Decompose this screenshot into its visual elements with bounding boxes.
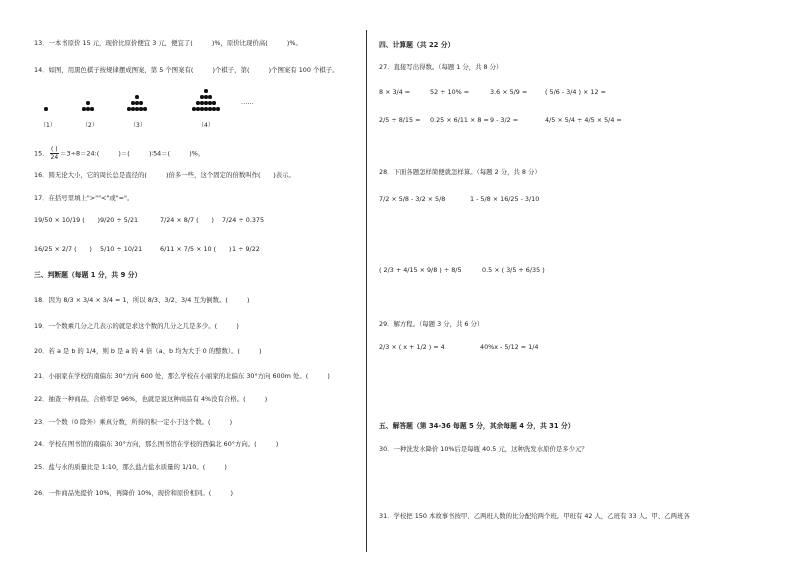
- question-26: 26．一件商品先提价 10%，再降价 10%，现价和原价相同。( ): [34, 489, 233, 497]
- section-3-heading: 三、判断题（每题 1 分，共 9 分）: [34, 271, 142, 279]
- pattern-caption-1: （1）: [40, 122, 56, 129]
- question-30: 30．一种洗发水降价 10%后是每瓶 40.5 元，这种洗发水原价是多少元？: [379, 445, 588, 453]
- dot: [90, 107, 94, 111]
- q27-expr-1: 8 × 3/4 =: [379, 88, 411, 96]
- dot: [44, 107, 48, 111]
- question-23: 23．一个数（0 除外）乘真分数，所得的积一定小于这个数。( ): [34, 418, 233, 426]
- question-24: 24．学校在图书馆的南偏东 30°方向，那么图书馆在学校的西偏北 60°方向。( ): [34, 440, 279, 448]
- question-28: 28．下面各题怎样简便就怎样算。（每题 2 分，共 8 分）: [379, 168, 541, 176]
- pattern-caption-3: （3）: [130, 122, 146, 129]
- dot: [212, 101, 216, 105]
- fraction-numerator: ( ): [51, 146, 58, 153]
- q17-expr-3: 7/24 × 8/7 ( ): [160, 216, 214, 224]
- dot: [208, 95, 212, 99]
- q28-expr-3: ( 2/3 + 4/15 × 9/8 ) ÷ 8/5: [379, 266, 462, 274]
- question-16: 16．圆无论大小，它的周长总是直径的( )倍多一些，这个固定的倍数叫作( )表示。: [34, 171, 295, 179]
- question-22: 22．抽查一种商品，合格率是 96%，也就是说这种商品有 4%没有合格。( ): [34, 395, 268, 403]
- dot: [135, 95, 139, 99]
- fraction-denominator: 24: [50, 154, 59, 161]
- q27-expr-5: 2/5 ÷ 8/15 =: [379, 116, 421, 124]
- column-divider: [366, 30, 367, 552]
- question-15: [34, 146, 204, 161]
- q29-equation-2: 40%x - 5/12 = 1/4: [480, 343, 539, 351]
- q15-prefix: 15．: [34, 149, 49, 158]
- q28-expr-2: 1 - 5/8 × 16/25 - 3/10: [470, 195, 540, 203]
- dot: [86, 101, 90, 105]
- question-29: 29．解方程。（每题 3 分，共 6 分）: [379, 320, 484, 328]
- q27-expr-7: 9 - 3/2 =: [490, 116, 519, 124]
- dot: [216, 107, 220, 111]
- question-20: 20．若 a 是 b 的 1/4，则 b 是 a 的 4 倍（a、b 均为大于 0 的整数）。( ): [34, 347, 262, 355]
- q29-equation-1: 2/3 × ( x + 1/2 ) = 4: [379, 343, 445, 351]
- section-4-heading: 四、计算题（共 22 分）: [379, 41, 455, 49]
- pattern-caption-4: （4）: [198, 122, 214, 129]
- q17-expr-4: 7/24 ÷ 0.375: [222, 216, 265, 224]
- q15-rest: ＝3÷8＝24:( )＝( )∶54＝( )%。: [60, 149, 205, 158]
- q27-expr-3: 3.6 × 5/9 =: [490, 88, 528, 96]
- question-17: 17．在括号里填上">""<"或"="。: [34, 194, 134, 202]
- dot-pattern-figure: [36, 86, 286, 116]
- pattern-caption-2: （2）: [82, 122, 98, 129]
- question-21: 21．小丽家在学校的南偏东 30°方向 600 处，那么学校在小丽家的北偏东 30°方向 600m 处。( ): [34, 372, 330, 380]
- question-27: 27．直接写出得数。（每题 1 分，共 8 分）: [379, 63, 503, 71]
- q27-expr-4: ( 5/6 - 3/4 ) × 12 =: [545, 88, 606, 96]
- question-31: 31．学校把 150 本故事书按甲、乙两班人数的比分配给两个班。甲班有 42 人，乙班有 33 人。甲、乙两班各: [379, 512, 690, 520]
- q17-expr-5: 16/25 × 2/7 ( ): [34, 245, 92, 253]
- question-14: 14．如图，用黑色棋子按规律摆成图案，第 5 个图案有( )个棋子，第( )个图案有 100 个棋子。: [34, 66, 339, 74]
- q17-expr-7: 6/11 × 7/5 × 10 ( ): [160, 245, 232, 253]
- q27-expr-6: 0.25 × 6/11 × 8 =: [430, 116, 489, 124]
- q15-fraction: [50, 146, 60, 161]
- q28-expr-1: 7/2 × 5/8 - 3/2 × 5/8: [379, 195, 446, 203]
- q17-expr-8: 1 ÷ 9/22: [232, 245, 260, 253]
- question-18: 18．因为 8/3 × 3/4 × 3/4 = 1，所以 8/3、3/2、3/4 互为倒数。( ): [34, 296, 250, 304]
- q17-expr-1: 19/50 × 10/19 ( ): [34, 216, 101, 224]
- q27-expr-2: 52 ÷ 10% =: [430, 88, 470, 96]
- question-25: 25．盐与水的质量比是 1:10，那么盐占盐水质量的 1/10。( ): [34, 463, 227, 471]
- pattern-ellipsis: ……: [241, 98, 254, 106]
- q17-expr-6: 5/10 ÷ 10/21: [100, 245, 143, 253]
- section-5-heading: 五、解答题（第 34-36 每题 5 分，其余每题 4 分，共 31 分）: [379, 422, 575, 430]
- question-13: 13．一本书原价 15 元，现价比原价便宜 3 元，便宜了( )%，原价比现价高( )%。: [34, 39, 302, 47]
- dot: [204, 89, 208, 93]
- q17-expr-2: 9/20 ÷ 5/21: [100, 216, 139, 224]
- question-19: 19．一个数乘几分之几表示的就是求这个数的几分之几是多少。( ): [34, 322, 239, 330]
- q28-expr-4: 0.5 × ( 3/5 + 6/35 ): [482, 266, 545, 274]
- q27-expr-8: 4/5 × 5/4 ÷ 4/5 × 5/4 =: [545, 116, 622, 124]
- dot: [139, 101, 143, 105]
- dot: [143, 107, 147, 111]
